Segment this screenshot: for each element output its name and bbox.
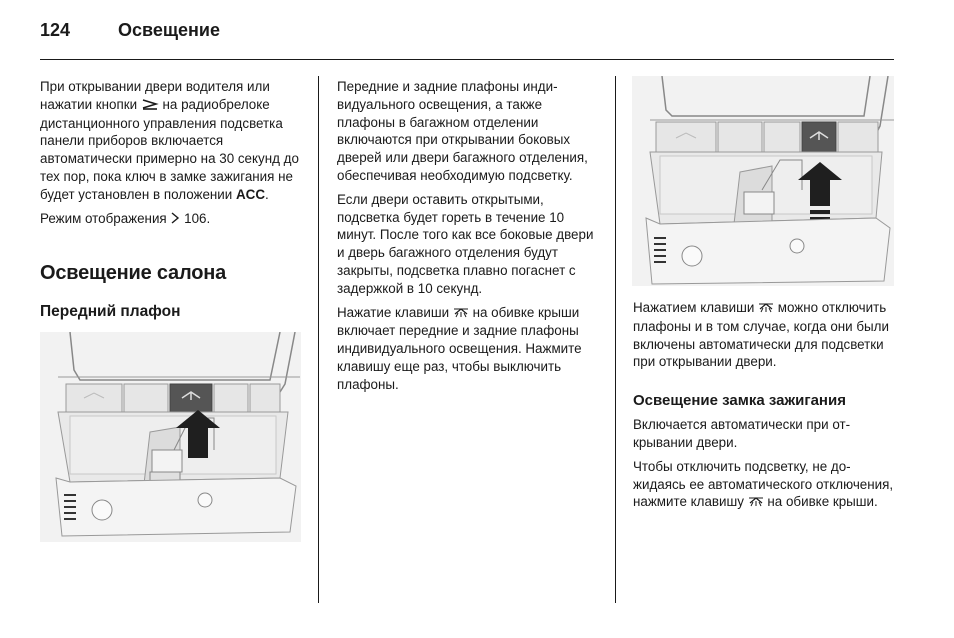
column-divider-2	[615, 76, 616, 603]
header-divider	[40, 59, 894, 60]
text: на радиобрелоке дистанционного управления подсветка панели приборов включается автоматически примерно на 30 секунд до тех пор, пока ключ в замке зажигания не будет установлен в положении	[40, 96, 299, 202]
text: на обивке крыши.	[767, 494, 878, 510]
column-1	[40, 78, 306, 234]
page-reference[interactable]: 106.	[184, 210, 211, 226]
interior-light-key-icon	[748, 494, 764, 512]
paragraph-key-press	[337, 304, 601, 394]
text: можно отключить плафоны и в том случае, когда они были включены автоматически для подсветки при открывании двери.	[633, 300, 889, 370]
column-3	[633, 299, 895, 518]
paragraph-auto-on: Включается автоматически при открывании двери.	[633, 417, 851, 450]
acc-label: ACC	[235, 186, 265, 202]
section-heading-interior-lighting: Освещение салона	[40, 262, 227, 284]
text: Режим отображения	[40, 210, 167, 226]
paragraph-manual-off	[633, 458, 895, 512]
text: на обивке крыши включает передние и задние плафоны индивидуального освещения. Нажмите клавишу еще раз, чтобы выключить плафоны.	[337, 304, 582, 392]
interior-light-key-icon	[758, 300, 774, 318]
text: Чтобы отключить подсветку, не дожидаясь ее автоматического отключения, нажмите клавишу	[633, 458, 894, 510]
paragraph-disable-lights	[633, 299, 895, 371]
subheading-front-dome-light: Передний плафон	[40, 303, 181, 320]
subheading-ignition-lock-lighting: Освещение замка зажигания	[633, 392, 846, 410]
column-2	[337, 78, 601, 400]
paragraph-intro	[40, 78, 306, 204]
text: .	[265, 186, 269, 202]
front-dome-light-illustration	[40, 332, 301, 542]
text: Нажатием клавиши	[633, 300, 755, 315]
page-title: Освещение	[118, 20, 220, 40]
text: Нажатие клавиши	[337, 304, 450, 320]
unlock-key-icon	[141, 97, 159, 115]
page-number: 124	[40, 20, 71, 40]
interior-light-key-icon	[453, 305, 469, 323]
column-divider-1	[318, 76, 319, 603]
paragraph-doors-open: Если двери оставить открытыми, подсветка будет гореть в течение 10 минут. После того как все боковые двери и дверь багажного отделения будут закрыты, подсветка плавно погаснет с задержкой в 10 секунд.	[337, 191, 594, 296]
paragraph-display-mode	[40, 210, 306, 229]
page-reference-arrow-icon	[170, 211, 180, 229]
text: При открывании двери водителя или нажатии кнопки	[40, 79, 270, 112]
dome-light-key-illustration	[632, 76, 894, 286]
paragraph-individual-lights: Передние и задние плафоны индивидуального освещения, а также плафоны в багажном отделении включаются при открывании боковых дверей или двери багажного отделения, обеспечивая необходимую подсветку.	[337, 79, 588, 183]
